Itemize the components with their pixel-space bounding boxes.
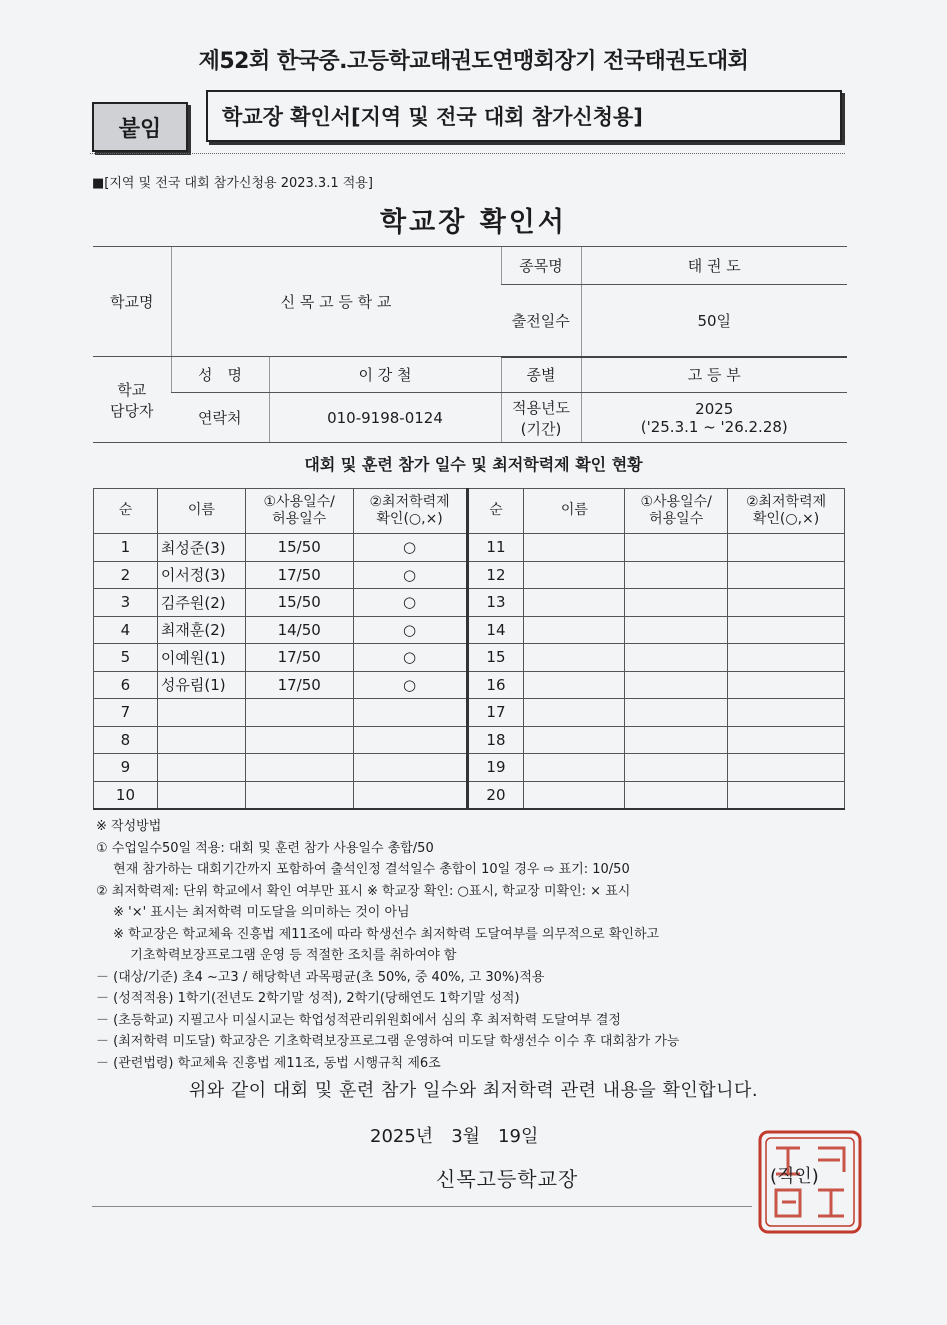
- row-number: 5: [94, 644, 158, 672]
- student-name: [524, 644, 625, 672]
- header-days-right: [625, 489, 728, 534]
- header-academic-line2: 확인(○,×): [376, 511, 443, 527]
- bottom-divider: [92, 1206, 752, 1207]
- used-days: 15/50: [245, 534, 353, 562]
- student-name: 최재훈(2): [157, 616, 245, 644]
- used-days: [625, 726, 728, 754]
- student-name: [524, 616, 625, 644]
- used-days: [625, 781, 728, 809]
- table-row: [94, 726, 845, 754]
- academic-check: ○: [353, 534, 467, 562]
- academic-check: [728, 671, 845, 699]
- header-academic-right-line1: ②최저학력제: [745, 493, 827, 510]
- writing-instructions: [96, 816, 856, 1074]
- row-number: 2: [94, 561, 158, 589]
- header-academic-right: [728, 489, 845, 534]
- name-label: 성 명: [171, 357, 269, 393]
- row-number: 17: [467, 699, 524, 727]
- academic-check: [728, 726, 845, 754]
- student-name: [524, 781, 625, 809]
- academic-check: [728, 781, 845, 809]
- attachment-label: 붙임: [92, 102, 188, 152]
- school-name-label: 학교명: [93, 247, 171, 357]
- header-days-right-line1: ①사용일수/: [640, 493, 712, 510]
- academic-check: [728, 644, 845, 672]
- student-name: [524, 561, 625, 589]
- manager-label: [93, 357, 171, 443]
- days-value: 50일: [581, 285, 847, 357]
- academic-check: [353, 754, 467, 782]
- document-title: 학교장 확인서: [380, 207, 567, 238]
- used-days: 15/50: [245, 589, 353, 617]
- academic-check: [728, 754, 845, 782]
- student-name: 성유림(1): [157, 671, 245, 699]
- header-no-right: 순: [467, 489, 524, 534]
- academic-check: [353, 699, 467, 727]
- header-academic-line1: ②최저학력제: [369, 493, 450, 510]
- row-number: 20: [467, 781, 524, 809]
- participation-title: 대회 및 훈련 참가 일수 및 최저학력제 확인 현황: [304, 455, 643, 474]
- used-days: [625, 699, 728, 727]
- table-row: [94, 616, 845, 644]
- note-line: ※ 학교장은 학교체육 진흥법 제11조에 따라 학생선수 최저학력 도달여부를 의무적으로 확인하고: [96, 926, 660, 942]
- year-label-line2: (기간): [520, 419, 562, 438]
- header-academic-right-line2: 확인(○,×): [752, 511, 820, 527]
- sport-label: 종목명: [501, 247, 581, 285]
- seal-label: (직인): [770, 1166, 819, 1187]
- used-days: 17/50: [245, 644, 353, 672]
- header-days: [245, 489, 353, 534]
- days-label: 출전일수: [501, 285, 581, 357]
- year-value-cell: [581, 393, 847, 443]
- academic-check: [728, 699, 845, 727]
- row-number: 13: [467, 589, 524, 617]
- row-number: 6: [94, 671, 158, 699]
- header-academic: [353, 489, 467, 534]
- student-name: [524, 699, 625, 727]
- category-label: 종별: [501, 357, 581, 393]
- table-row: [94, 644, 845, 672]
- table-row: [94, 754, 845, 782]
- year-label: [501, 393, 581, 443]
- used-days: [245, 726, 353, 754]
- used-days: [625, 644, 728, 672]
- header-days-line2: 허용일수: [272, 511, 327, 527]
- used-days: [625, 616, 728, 644]
- row-number: 12: [467, 561, 524, 589]
- academic-check: [728, 534, 845, 562]
- note-line: 기초학력보장프로그램 운영 등 적절한 조치를 취하여야 함: [96, 948, 457, 963]
- used-days: [625, 589, 728, 617]
- student-name: [524, 671, 625, 699]
- table-row: [94, 589, 845, 617]
- note-line: － (대상/기준) 초4 ~고3 / 해당학년 과목평균(초 50%, 중 40%, 고 30%)적용: [96, 969, 545, 985]
- row-number: 9: [94, 754, 158, 782]
- contact-value: 010-9198-0124: [269, 393, 501, 443]
- table-row: [94, 699, 845, 727]
- used-days: [625, 754, 728, 782]
- contact-label: 연락처: [171, 393, 269, 443]
- issue-date: 2025년 3월 19일: [370, 1126, 539, 1147]
- used-days: [625, 561, 728, 589]
- note-line: － (초등학교) 지필고사 미실시교는 학업성적관리위원회에서 심의 후 최저학력 도달여부 결정: [96, 1012, 621, 1028]
- note-line: － (최저학력 미도달) 학교장은 기초학력보장프로그램 운영하여 미도달 학생선수 이수 후 대회참가 가능: [96, 1034, 680, 1049]
- student-name: 김주원(2): [157, 589, 245, 617]
- used-days: [245, 781, 353, 809]
- academic-check: [353, 726, 467, 754]
- school-name-value: 신 목 고 등 학 교: [171, 247, 501, 357]
- participation-table: [93, 488, 845, 810]
- academic-check: ○: [353, 616, 467, 644]
- attachment-title: 학교장 확인서[지역 및 전국 대회 참가신청용]: [206, 90, 842, 142]
- student-name: [157, 781, 245, 809]
- row-number: 1: [94, 534, 158, 562]
- manager-label-line2: 담당자: [110, 401, 154, 420]
- academic-check: ○: [353, 671, 467, 699]
- academic-check: ○: [353, 589, 467, 617]
- note-line: ② 최저학력제: 단위 학교에서 확인 여부만 표시 ※ 학교장 확인: ○표시, 학교장 미확인: × 표시: [96, 883, 631, 899]
- year-label-line1: 적용년도: [512, 398, 570, 417]
- category-value: 고 등 부: [581, 357, 847, 393]
- row-number: 11: [467, 534, 524, 562]
- principal-signature: 신목고등학교장: [436, 1167, 579, 1191]
- used-days: [245, 699, 353, 727]
- student-name: [157, 699, 245, 727]
- student-name: [157, 726, 245, 754]
- used-days: 17/50: [245, 561, 353, 589]
- student-name: 이서정(3): [157, 561, 245, 589]
- row-number: 19: [467, 754, 524, 782]
- note-line: － (성적적용) 1학기(전년도 2학기말 성적), 2학기(당해연도 1학기말 성적): [96, 991, 520, 1006]
- note-line: 현재 참가하는 대회기간까지 포함하여 출석인정 결석일수 총합이 10일 경우 ⇨ 표기: 10/50: [96, 862, 630, 877]
- row-number: 14: [467, 616, 524, 644]
- used-days: [625, 671, 728, 699]
- form-note: ■[지역 및 전국 대회 참가신청용 2023.3.1 적용]: [92, 176, 373, 191]
- name-value: 이 강 철: [269, 357, 501, 393]
- academic-check: [728, 589, 845, 617]
- row-number: 15: [467, 644, 524, 672]
- row-number: 4: [94, 616, 158, 644]
- header-days-line1: ①사용일수/: [263, 493, 335, 510]
- header-days-right-line2: 허용일수: [649, 511, 704, 527]
- used-days: 14/50: [245, 616, 353, 644]
- header-no: 순: [94, 489, 158, 534]
- student-name: 이예원(1): [157, 644, 245, 672]
- header-name: 이름: [157, 489, 245, 534]
- note-line: ① 수업일수50일 적용: 대회 및 훈련 참가 사용일수 총합/50: [96, 840, 434, 856]
- table-row: [94, 781, 845, 809]
- student-name: [157, 754, 245, 782]
- row-number: 16: [467, 671, 524, 699]
- academic-check: [353, 781, 467, 809]
- sport-value: 태 권 도: [581, 247, 847, 285]
- row-number: 3: [94, 589, 158, 617]
- academic-check: [728, 616, 845, 644]
- academic-check: ○: [353, 644, 467, 672]
- note-line: ※ '×' 표시는 최저학력 미도달을 의미하는 것이 아님: [96, 905, 410, 920]
- student-name: 최성준(3): [157, 534, 245, 562]
- row-number: 7: [94, 699, 158, 727]
- row-number: 8: [94, 726, 158, 754]
- notes-heading: ※ 작성방법: [96, 819, 162, 834]
- used-days: [625, 534, 728, 562]
- academic-check: ○: [353, 561, 467, 589]
- year-value: 2025: [695, 399, 734, 418]
- manager-label-line1: 학교: [117, 380, 147, 399]
- event-title: 제52회 한국중.고등학교태권도연맹회장기 전국태권도대회: [198, 49, 749, 74]
- student-name: [524, 534, 625, 562]
- academic-check: [728, 561, 845, 589]
- used-days: [245, 754, 353, 782]
- table-row: [94, 561, 845, 589]
- note-line: － (관련법령) 학교체육 진흥법 제11조, 동법 시행규칙 제6조: [96, 1055, 441, 1071]
- row-number: 18: [467, 726, 524, 754]
- header-name-right: 이름: [524, 489, 625, 534]
- confirmation-statement: 위와 같이 대회 및 훈련 참가 일수와 최저학력 관련 내용을 확인합니다.: [188, 1080, 759, 1101]
- used-days: 17/50: [245, 671, 353, 699]
- period-value: ('25.3.1 ~ '26.2.28): [640, 417, 788, 436]
- school-info-table: [93, 246, 847, 443]
- table-row: [94, 534, 845, 562]
- student-name: [524, 589, 625, 617]
- dotted-divider: [90, 153, 845, 154]
- table-row: [94, 671, 845, 699]
- student-name: [524, 726, 625, 754]
- student-name: [524, 754, 625, 782]
- row-number: 10: [94, 781, 158, 809]
